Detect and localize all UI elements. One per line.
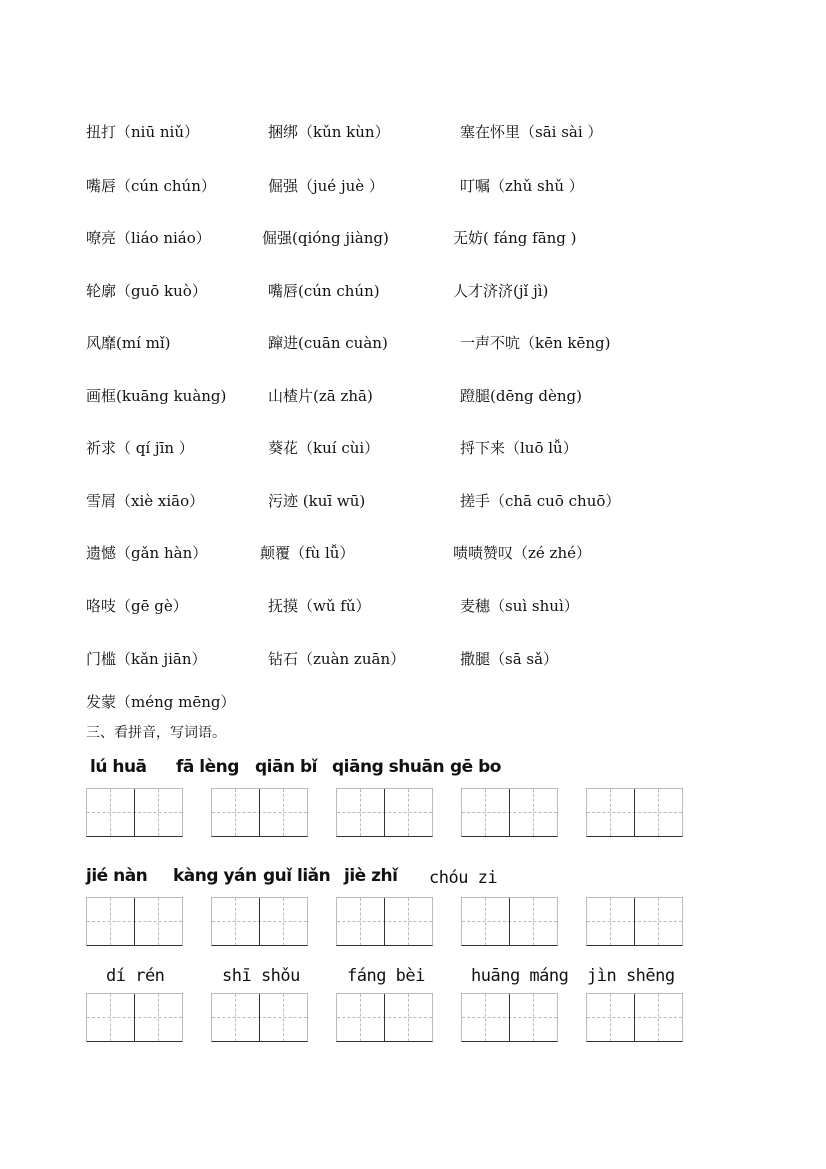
section-title: 三、看拼音，写词语。 bbox=[86, 725, 226, 741]
writing-box[interactable] bbox=[586, 993, 683, 1042]
word-row bbox=[0, 172, 826, 200]
word-entry: 捆绑（kǔn kùn） bbox=[268, 123, 390, 141]
writing-box[interactable] bbox=[586, 788, 683, 837]
word-row bbox=[0, 487, 826, 515]
word-entry: 蹿进(cuān cuàn) bbox=[268, 334, 388, 352]
writing-grid-row bbox=[0, 993, 826, 1043]
pinyin-row bbox=[0, 866, 826, 892]
pinyin-prompt: gē bo bbox=[450, 757, 501, 777]
pinyin-prompt: jiè zhǐ bbox=[344, 866, 398, 886]
pinyin-row bbox=[0, 757, 826, 783]
word-entry: 一声不吭（kēn kēng) bbox=[460, 334, 611, 352]
word-entry: 嘹亮（liáo niáo） bbox=[86, 229, 211, 247]
writing-box[interactable] bbox=[211, 788, 308, 837]
pinyin-prompt: fáng bèi bbox=[347, 966, 425, 986]
writing-box[interactable] bbox=[336, 993, 433, 1042]
writing-box[interactable] bbox=[211, 897, 308, 946]
word-entry: 钻石（zuàn zuān） bbox=[268, 650, 406, 668]
word-entry: 抚摸（wǔ fǔ） bbox=[268, 597, 371, 615]
word-entry: 雪屑（xiè xiāo） bbox=[86, 492, 205, 510]
writing-box[interactable] bbox=[211, 993, 308, 1042]
word-entry: 叮嘱（zhǔ shǔ ） bbox=[460, 177, 584, 195]
word-entry: 轮廓（guō kuò） bbox=[86, 282, 207, 300]
pinyin-prompt: dí rén bbox=[106, 966, 165, 986]
pinyin-prompt: kàng yán bbox=[173, 866, 257, 886]
word-row bbox=[0, 277, 826, 305]
word-entry: 啧啧赞叹（zé zhé） bbox=[453, 544, 591, 562]
word-row bbox=[0, 224, 826, 252]
word-entry: 麦穗（suì shuì） bbox=[460, 597, 579, 615]
word-row bbox=[0, 382, 826, 410]
word-entry: 倔强（jué juè ） bbox=[268, 177, 384, 195]
word-entry: 蹬腿(dēng dèng) bbox=[460, 387, 582, 405]
writing-grid-row bbox=[0, 788, 826, 838]
word-entry: 搓手（chā cuō chuō） bbox=[460, 492, 621, 510]
word-entry: 污迹 (kuī wū) bbox=[268, 492, 366, 510]
word-row bbox=[0, 592, 826, 620]
pinyin-row bbox=[0, 966, 826, 992]
word-entry: 发蒙（méng mēng） bbox=[86, 693, 236, 711]
writing-box[interactable] bbox=[86, 897, 183, 946]
word-entry: 扭打（niū niǔ） bbox=[86, 123, 200, 141]
writing-box[interactable] bbox=[461, 788, 558, 837]
writing-box[interactable] bbox=[336, 897, 433, 946]
writing-box[interactable] bbox=[461, 897, 558, 946]
pinyin-prompt: chóu zi bbox=[429, 868, 498, 888]
word-entry: 嘴唇(cún chún) bbox=[268, 282, 380, 300]
word-entry: 祈求（ qí jīn ） bbox=[86, 439, 194, 457]
pinyin-prompt: jìn shēng bbox=[587, 966, 675, 986]
word-entry: 葵花（kuí cùi） bbox=[268, 439, 380, 457]
writing-box[interactable] bbox=[86, 788, 183, 837]
writing-box[interactable] bbox=[336, 788, 433, 837]
word-entry: 画框(kuāng kuàng) bbox=[86, 387, 227, 405]
pinyin-prompt: huāng máng bbox=[471, 966, 569, 986]
word-entry: 人才济济(jǐ jì) bbox=[453, 282, 549, 300]
word-entry: 塞在怀里（sāi sài ） bbox=[460, 123, 603, 141]
writing-box[interactable] bbox=[86, 993, 183, 1042]
pinyin-prompt: lú huā bbox=[90, 757, 147, 777]
word-entry: 倔强(qióng jiàng) bbox=[262, 229, 389, 247]
word-entry: 风靡(mí mǐ) bbox=[86, 334, 171, 352]
pinyin-prompt: fā lèng bbox=[176, 757, 239, 777]
word-row bbox=[0, 434, 826, 462]
word-entry: 无妨( fáng fāng ) bbox=[453, 229, 577, 247]
word-row bbox=[0, 688, 826, 716]
word-entry: 山楂片(zā zhā) bbox=[268, 387, 373, 405]
word-entry: 门槛（kǎn jiān） bbox=[86, 650, 207, 668]
pinyin-prompt: guǐ liǎn bbox=[263, 866, 331, 886]
word-entry: 撒腿（sā sǎ） bbox=[460, 650, 559, 668]
word-entry: 捋下来（luō lǚ） bbox=[460, 439, 578, 457]
pinyin-prompt: shī shǒu bbox=[222, 966, 300, 986]
writing-grid-row bbox=[0, 897, 826, 947]
word-entry: 咯吱（gē gè） bbox=[86, 597, 188, 615]
word-row bbox=[0, 539, 826, 567]
word-row bbox=[0, 329, 826, 357]
writing-box[interactable] bbox=[461, 993, 558, 1042]
word-row bbox=[0, 118, 826, 146]
pinyin-prompt: jié nàn bbox=[86, 866, 148, 886]
writing-box[interactable] bbox=[586, 897, 683, 946]
word-entry: 颠覆（fù lǚ） bbox=[260, 544, 355, 562]
word-entry: 遗憾（gǎn hàn） bbox=[86, 544, 208, 562]
word-row bbox=[0, 645, 826, 673]
pinyin-prompt: qiān bǐ bbox=[255, 757, 317, 777]
word-entry: 嘴唇（cún chún） bbox=[86, 177, 216, 195]
pinyin-prompt: qiāng shuān bbox=[332, 757, 445, 777]
